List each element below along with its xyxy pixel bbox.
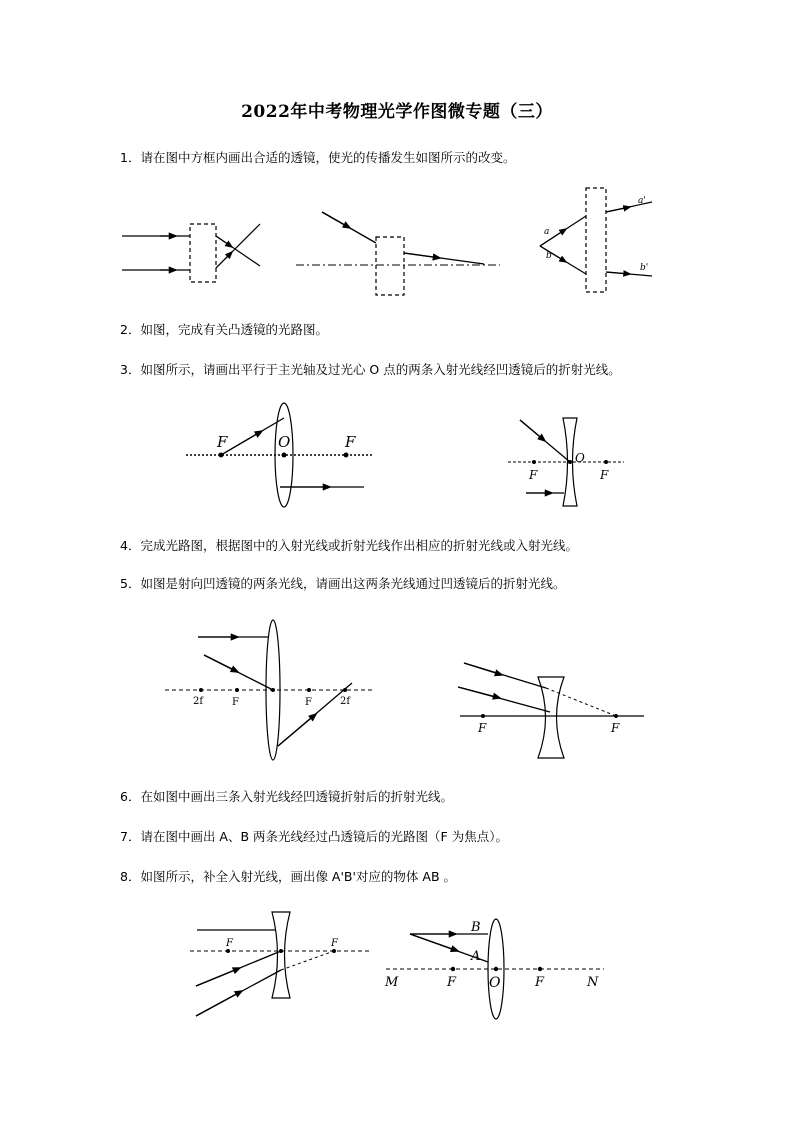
fig1b-diagram <box>296 212 500 295</box>
question-text: 如图是射向凹透镜的两条光线，请画出这两条光线通过凹透镜后的折射光线。 <box>140 576 566 591</box>
question-number: 4． <box>120 538 141 553</box>
fig1a-lens-box <box>190 224 216 282</box>
fig8b-diagram <box>384 919 604 1019</box>
fig8a-label-F-right: F <box>331 938 338 949</box>
question-2 <box>120 320 328 338</box>
fig5a-label-2f-right: 2f <box>340 696 351 707</box>
fig5b-diagram <box>458 663 644 758</box>
fig1a-diagram <box>122 224 260 282</box>
fig1c-diagram <box>540 188 652 292</box>
fig5b-concave-lens <box>538 677 564 758</box>
fig8b-label-N: N <box>587 975 599 990</box>
fig8b-label-B: B <box>471 920 481 935</box>
fig3b-diagram <box>508 418 624 506</box>
question-3 <box>120 360 621 378</box>
fig5a-diagram <box>165 620 375 760</box>
fig3a-label-O: O <box>278 433 291 451</box>
question-number: 7． <box>120 829 141 844</box>
page-title: 2022年中考物理光学作图微专题（三） <box>241 102 553 122</box>
fig8a-diagram <box>190 912 372 1016</box>
question-5 <box>120 574 565 592</box>
question-number: 3． <box>120 362 141 377</box>
question-text: 如图，完成有关凸透镜的光路图。 <box>140 322 328 337</box>
fig3b-label-O: O <box>575 451 585 465</box>
fig5a-label-F-left: F <box>232 697 239 708</box>
question-7 <box>120 827 508 845</box>
fig3b-label-F-left: F <box>529 468 538 482</box>
label-a-prime: a' <box>638 196 646 206</box>
fig5b-label-F-left: F <box>478 721 487 735</box>
question-text: 在如图中画出三条入射光线经凹透镜折射后的折射光线。 <box>140 789 453 804</box>
fig3a-diagram <box>186 403 372 507</box>
question-text: 如图所示，请画出平行于主光轴及过光心 O 点的两条入射光线经凹透镜后的折射光线。 <box>140 362 621 377</box>
fig3a-label-F-right: F <box>345 433 356 451</box>
fig8b-label-F-right: F <box>535 975 545 990</box>
question-number: 8． <box>120 869 141 884</box>
fig8a-concave-lens <box>272 912 290 998</box>
question-number: 6． <box>120 789 141 804</box>
question-8 <box>120 867 456 885</box>
fig3a-focus-right <box>344 453 349 458</box>
label-b: b <box>546 251 552 261</box>
question-text: 如图所示，补全入射光线，画出像 A'B'对应的物体 AB 。 <box>140 869 456 884</box>
fig5b-label-F-right: F <box>611 721 620 735</box>
question-number: 5． <box>120 576 141 591</box>
fig8b-label-A: A <box>471 949 481 964</box>
question-text: 请在图中画出 A、B 两条光线经过凸透镜后的光路图（F 为焦点）。 <box>140 829 508 844</box>
question-text: 完成光路图，根据图中的入射光线或折射光线作出相应的折射光线或入射光线。 <box>140 538 578 553</box>
fig8b-label-F-left: F <box>447 975 457 990</box>
fig5a-label-2f-left: 2f <box>193 696 204 707</box>
fig3a-optical-center <box>282 453 287 458</box>
label-b-prime: b' <box>640 263 649 273</box>
question-6 <box>120 787 453 805</box>
fig5a-label-F-right: F <box>305 697 312 708</box>
fig8a-label-F-left: F <box>226 938 233 949</box>
question-4 <box>120 536 578 554</box>
question-text: 请在图中方框内画出合适的透镜，使光的传播发生如图所示的改变。 <box>140 150 516 165</box>
fig1c-lens-box <box>586 188 606 292</box>
fig8b-label-O: O <box>489 975 501 991</box>
fig3b-label-F-right: F <box>600 468 609 482</box>
fig3a-label-F-left: F <box>217 433 228 451</box>
fig8b-label-M: M <box>385 975 399 990</box>
question-number: 2． <box>120 322 141 337</box>
label-a: a <box>544 227 550 237</box>
question-number: 1． <box>120 150 141 165</box>
fig1b-lens-box <box>376 237 404 295</box>
